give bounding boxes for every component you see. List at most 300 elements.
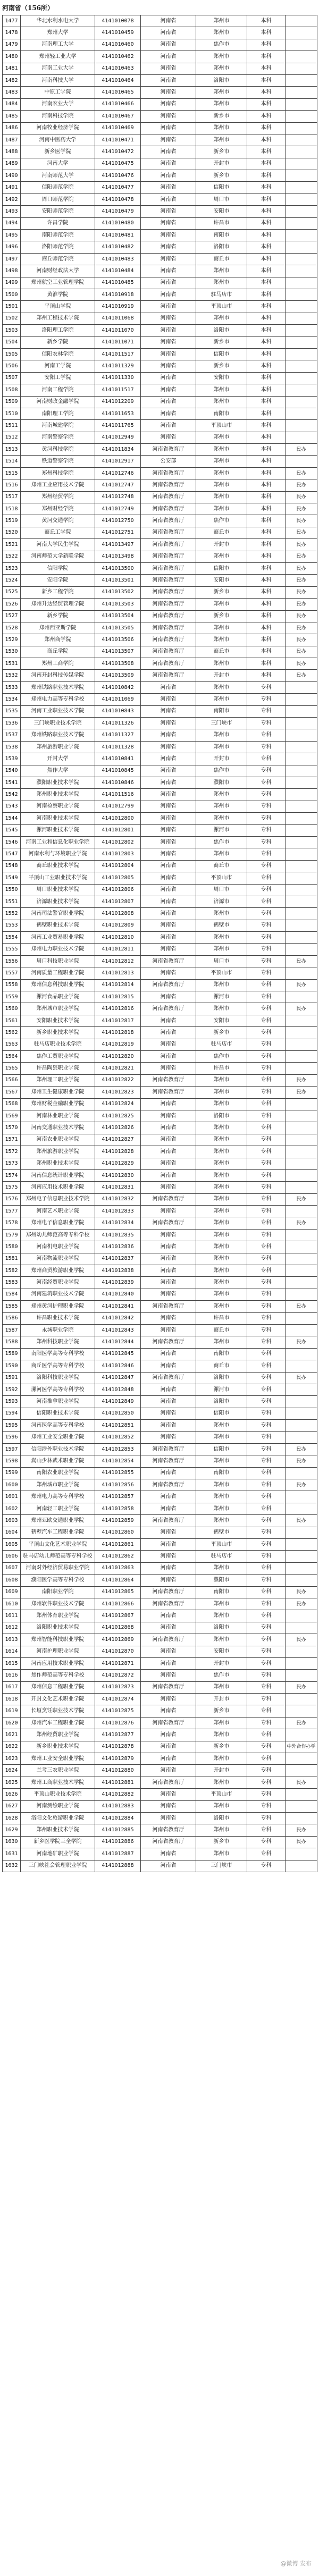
city: 郑州市 [196,1681,247,1693]
institution-code: 4141012867 [95,1610,141,1622]
institution-name: 河南物流职业学院 [21,1253,95,1265]
table-row [3,1467,317,1479]
institution-code: 4141012848 [95,1384,141,1395]
institution-code: 4141012811 [95,944,141,955]
governing-department: 河南省教育厅 [141,1087,196,1098]
city: 郑州市 [196,1503,247,1514]
education-level: 专科 [247,932,286,944]
education-level: 专科 [247,1027,286,1039]
remarks: 民办 [286,1193,317,1205]
city: 洛阳市 [196,1622,247,1634]
row-number: 1512 [3,432,21,443]
institution-code: 4141012884 [95,1812,141,1824]
table-row [3,551,317,562]
remarks [286,1110,317,1122]
governing-department: 河南省 [141,253,196,265]
row-number: 1626 [3,1789,21,1800]
row-number: 1582 [3,1265,21,1277]
city: 商丘市 [196,646,247,658]
education-level: 专科 [247,967,286,979]
institution-code: 4141010078 [95,15,141,27]
institution-code: 4141012845 [95,1348,141,1360]
city: 开封市 [196,670,247,681]
education-level: 本科 [247,467,286,479]
institution-code: 4141010477 [95,182,141,193]
row-number: 1556 [3,955,21,967]
education-level: 专科 [247,848,286,860]
city: 郑州市 [196,1455,247,1467]
education-level: 专科 [247,1598,286,1610]
institution-name: 河南医学高等专科学校 [21,1420,95,1432]
education-level: 专科 [247,765,286,777]
governing-department: 河南省 [141,1467,196,1479]
row-number: 1539 [3,753,21,765]
row-number: 1547 [3,848,21,860]
institution-code: 4141012818 [95,1027,141,1039]
city: 南阳市 [196,1586,247,1598]
remarks [286,1169,317,1181]
table-row [3,646,317,658]
table-row [3,1134,317,1146]
education-level: 专科 [247,1301,286,1312]
city: 开封市 [196,539,247,551]
education-level: 本科 [247,336,286,348]
governing-department: 河南省教育厅 [141,1824,196,1836]
row-number: 1486 [3,122,21,134]
city: 洛阳市 [196,1812,247,1824]
governing-department: 河南省 [141,348,196,360]
row-number: 1561 [3,1015,21,1026]
governing-department: 河南省 [141,1134,196,1146]
institution-code: 4141012846 [95,1360,141,1372]
governing-department: 河南省教育厅 [141,670,196,681]
governing-department: 河南省教育厅 [141,562,196,574]
remarks [286,39,317,50]
institution-code: 4141012869 [95,1634,141,1646]
institution-name: 河南交通职业技术学院 [21,1122,95,1134]
row-number: 1493 [3,206,21,217]
row-number: 1571 [3,1134,21,1146]
education-level: 本科 [247,599,286,610]
remarks [286,1705,317,1717]
institution-name: 濮阳医学高等专科学校 [21,1575,95,1586]
institution-code: 4141010459 [95,27,141,39]
governing-department: 河南省 [141,15,196,27]
remarks [286,896,317,907]
education-level: 专科 [247,1372,286,1384]
governing-department: 河南省教育厅 [141,658,196,670]
row-number: 1559 [3,991,21,1003]
governing-department: 河南省 [141,1253,196,1265]
education-level: 专科 [247,1586,286,1598]
institution-code: 4141011329 [95,360,141,372]
governing-department: 河南省 [141,301,196,313]
education-level: 本科 [247,432,286,443]
row-number: 1631 [3,1848,21,1860]
row-number: 1577 [3,1206,21,1217]
institution-name: 河南工学院 [21,360,95,372]
institution-name: 郑州城市职业学院 [21,1003,95,1015]
row-number: 1588 [3,1336,21,1348]
city: 郑州市 [196,444,247,456]
city: 郑州市 [196,491,247,503]
row-number: 1584 [3,1289,21,1300]
table-row [3,944,317,955]
remarks [286,360,317,372]
institution-name: 焦作大学 [21,765,95,777]
institution-name: 洛阳科技职业学院 [21,1372,95,1384]
education-level: 专科 [247,1527,286,1538]
governing-department: 公安部 [141,456,196,467]
education-level: 专科 [247,813,286,824]
education-level: 专科 [247,1694,286,1705]
governing-department: 河南省 [141,313,196,324]
city: 新乡市 [196,1836,247,1848]
institution-code: 4141012803 [95,848,141,860]
education-level: 本科 [247,63,286,74]
row-number: 1563 [3,1039,21,1050]
education-level: 专科 [247,1753,286,1765]
table-row [3,1765,317,1777]
education-level: 专科 [247,860,286,872]
institution-name: 郑州升达经贸管理学院 [21,599,95,610]
table-row [3,1705,317,1717]
education-level: 本科 [247,15,286,27]
education-level: 专科 [247,1360,286,1372]
remarks [286,289,317,300]
remarks [286,313,317,324]
row-number: 1524 [3,575,21,586]
row-number: 1576 [3,1193,21,1205]
remarks: 民办 [286,1824,317,1836]
remarks [286,134,317,146]
education-level: 专科 [247,1253,286,1265]
governing-department: 河南省 [141,1729,196,1741]
row-number: 1498 [3,265,21,277]
institution-table [2,15,317,1872]
city: 郑州市 [196,1848,247,1860]
governing-department: 河南省 [141,420,196,432]
table-row [3,1670,317,1681]
row-number: 1481 [3,63,21,74]
table-row [3,182,317,193]
institution-code: 4141012854 [95,1455,141,1467]
institution-name: 郑州电力职业技术学院 [21,944,95,955]
governing-department: 河南省 [141,1206,196,1217]
remarks: 民办 [286,1455,317,1467]
institution-name: 黄河科技学院 [21,444,95,456]
institution-name: 郑州科技学院 [21,467,95,479]
table-row [3,1800,317,1812]
institution-code: 4141012830 [95,1169,141,1181]
education-level: 本科 [247,456,286,467]
remarks [286,801,317,812]
institution-code: 4141010476 [95,170,141,182]
governing-department: 河南省 [141,753,196,765]
education-level: 本科 [247,241,286,253]
remarks [286,824,317,836]
city: 漯河市 [196,1384,247,1395]
institution-code: 4141011516 [95,789,141,801]
governing-department: 河南省 [141,1694,196,1705]
education-level: 本科 [247,134,286,146]
governing-department: 河南省 [141,1098,196,1110]
governing-department: 河南省 [141,384,196,396]
table-row [3,1848,317,1860]
governing-department: 河南省 [141,111,196,122]
governing-department: 河南省教育厅 [141,1443,196,1455]
row-number: 1517 [3,491,21,503]
governing-department: 河南省 [141,1050,196,1062]
city: 平顶山市 [196,1789,247,1800]
table-row [3,467,317,479]
row-number: 1601 [3,1491,21,1503]
institution-name: 新乡医学院 [21,146,95,158]
governing-department: 河南省教育厅 [141,1336,196,1348]
institution-name: 河南轻工职业学院 [21,1503,95,1514]
governing-department: 河南省教育厅 [141,1598,196,1610]
institution-name: 信阳农林学院 [21,348,95,360]
row-number: 1542 [3,789,21,801]
institution-name: 周口师范学院 [21,193,95,205]
city: 郑州市 [196,384,247,396]
table-row [3,575,317,586]
education-level: 专科 [247,1193,286,1205]
education-level: 专科 [247,1050,286,1062]
governing-department: 河南省教育厅 [141,467,196,479]
governing-department: 河南省 [141,801,196,812]
institution-name: 开封文化艺术职业学院 [21,1694,95,1705]
institution-code: 4141013502 [95,586,141,598]
institution-code: 4141012851 [95,1420,141,1432]
institution-code: 4141012835 [95,1229,141,1241]
institution-name: 河南测绘职业学院 [21,1800,95,1812]
row-number: 1478 [3,27,21,39]
remarks: 民办 [286,670,317,681]
table-row [3,729,317,741]
table-row [3,1586,317,1598]
institution-code: 4141012209 [95,396,141,408]
remarks: 民办 [286,515,317,527]
row-number: 1607 [3,1562,21,1574]
education-level: 专科 [247,1777,286,1788]
education-level: 本科 [247,551,286,562]
city: 洛阳市 [196,74,247,86]
remarks: 民办 [286,634,317,646]
remarks [286,1289,317,1300]
table-row [3,1039,317,1050]
education-level: 专科 [247,1122,286,1134]
remarks [286,1324,317,1336]
city: 郑州市 [196,277,247,289]
institution-name: 新乡职业技术学院 [21,1027,95,1039]
governing-department: 河南省教育厅 [141,1515,196,1527]
city: 郑州市 [196,1336,247,1348]
institution-code: 4141010841 [95,753,141,765]
city: 郑州市 [196,908,247,920]
city: 商丘市 [196,1324,247,1336]
governing-department: 河南省教育厅 [141,1586,196,1598]
city: 三门峡市 [196,1860,247,1872]
institution-code: 4141012886 [95,1836,141,1848]
governing-department: 河南省 [141,1360,196,1372]
table-row [3,1551,317,1562]
education-level: 本科 [247,646,286,658]
institution-name: 永城职业学院 [21,1324,95,1336]
institution-code: 4141012837 [95,1253,141,1265]
institution-name: 郑州旅游职业学院 [21,1146,95,1158]
remarks [286,1848,317,1860]
institution-code: 4141012868 [95,1622,141,1634]
row-number: 1630 [3,1836,21,1848]
row-number: 1504 [3,336,21,348]
institution-name: 新乡工程学院 [21,586,95,598]
row-number: 1560 [3,1003,21,1015]
institution-name: 新乡学院 [21,336,95,348]
education-level: 专科 [247,1515,286,1527]
remarks [286,1551,317,1562]
institution-code: 4141012841 [95,1301,141,1312]
row-number: 1617 [3,1681,21,1693]
governing-department: 河南省 [141,1158,196,1169]
remarks: 民办 [286,1336,317,1348]
institution-name: 三门峡职业技术学院 [21,718,95,729]
education-level: 专科 [247,1467,286,1479]
education-level: 本科 [247,348,286,360]
education-level: 本科 [247,408,286,419]
row-number: 1505 [3,348,21,360]
row-number: 1502 [3,313,21,324]
remarks [286,741,317,753]
institution-name: 河南大学 [21,158,95,170]
institution-code: 4141010919 [95,301,141,313]
governing-department: 河南省教育厅 [141,1301,196,1312]
table-row [3,599,317,610]
institution-code: 4141012800 [95,813,141,824]
city: 开封市 [196,1657,247,1669]
row-number: 1497 [3,253,21,265]
table-row [3,1289,317,1300]
table-row [3,1360,317,1372]
city: 郑州市 [196,813,247,824]
governing-department: 河南省教育厅 [141,551,196,562]
governing-department: 河南省 [141,193,196,205]
city: 新乡市 [196,111,247,122]
institution-code: 4141012822 [95,1074,141,1086]
remarks [286,1098,317,1110]
row-number: 1522 [3,551,21,562]
remarks [286,932,317,944]
table-row [3,670,317,681]
governing-department: 河南省教育厅 [141,599,196,610]
row-number: 1596 [3,1432,21,1443]
row-number: 1602 [3,1503,21,1514]
governing-department: 河南省 [141,1122,196,1134]
table-row [3,1027,317,1039]
institution-code: 4141012833 [95,1206,141,1217]
table-row [3,1443,317,1455]
institution-code: 4141012808 [95,908,141,920]
institution-name: 周口科技职业学院 [21,955,95,967]
row-number: 1604 [3,1527,21,1538]
institution-code: 4141012827 [95,1134,141,1146]
education-level: 专科 [247,1503,286,1514]
table-row [3,1432,317,1443]
education-level: 专科 [247,836,286,848]
education-level: 专科 [247,1241,286,1253]
governing-department: 河南省 [141,813,196,824]
city: 郑州市 [196,313,247,324]
city: 郑州市 [196,944,247,955]
table-row [3,1301,317,1312]
remarks [286,681,317,693]
table-row [3,134,317,146]
institution-name: 郑州商贸旅游职业学院 [21,1265,95,1277]
table-row [3,610,317,622]
city: 郑州市 [196,658,247,670]
city: 郑州市 [196,1122,247,1134]
institution-code: 4141012853 [95,1443,141,1455]
table-row [3,1741,317,1753]
city: 郑州市 [196,1074,247,1086]
table-row [3,384,317,396]
education-level: 专科 [247,1610,286,1622]
remarks: 民办 [286,622,317,634]
institution-code: 4141012828 [95,1146,141,1158]
row-number: 1557 [3,967,21,979]
table-row [3,1193,317,1205]
remarks [286,1860,317,1872]
institution-code: 4141010460 [95,39,141,50]
institution-code: 4141013501 [95,575,141,586]
education-level: 本科 [247,313,286,324]
city: 南阳市 [196,1348,247,1360]
city: 开封市 [196,1694,247,1705]
institution-name: 河南推拿职业学院 [21,1396,95,1408]
institution-code: 4141012806 [95,884,141,896]
education-level: 专科 [247,694,286,705]
city: 商丘市 [196,860,247,872]
institution-code: 4141012881 [95,1777,141,1788]
city: 郑州市 [196,87,247,98]
table-row [3,932,317,944]
governing-department: 河南省 [141,741,196,753]
remarks: 民办 [286,1634,317,1646]
remarks [286,694,317,705]
table-row [3,1015,317,1026]
remarks [286,146,317,158]
remarks [286,1408,317,1419]
education-level: 本科 [247,575,286,586]
institution-name: 郑州工商学院 [21,658,95,670]
city: 郑州市 [196,1598,247,1610]
row-number: 1515 [3,467,21,479]
row-number: 1534 [3,694,21,705]
remarks [286,408,317,419]
governing-department: 河南省 [141,1753,196,1765]
governing-department: 河南省 [141,1646,196,1657]
city: 济源市 [196,896,247,907]
education-level: 专科 [247,1860,286,1872]
city: 驻马店市 [196,289,247,300]
governing-department: 河南省 [141,360,196,372]
row-number: 1574 [3,1169,21,1181]
institution-name: 郑州电力高等专科学校 [21,1491,95,1503]
institution-code: 4141012870 [95,1646,141,1657]
row-number: 1605 [3,1539,21,1551]
education-level: 本科 [247,158,286,170]
remarks [286,396,317,408]
